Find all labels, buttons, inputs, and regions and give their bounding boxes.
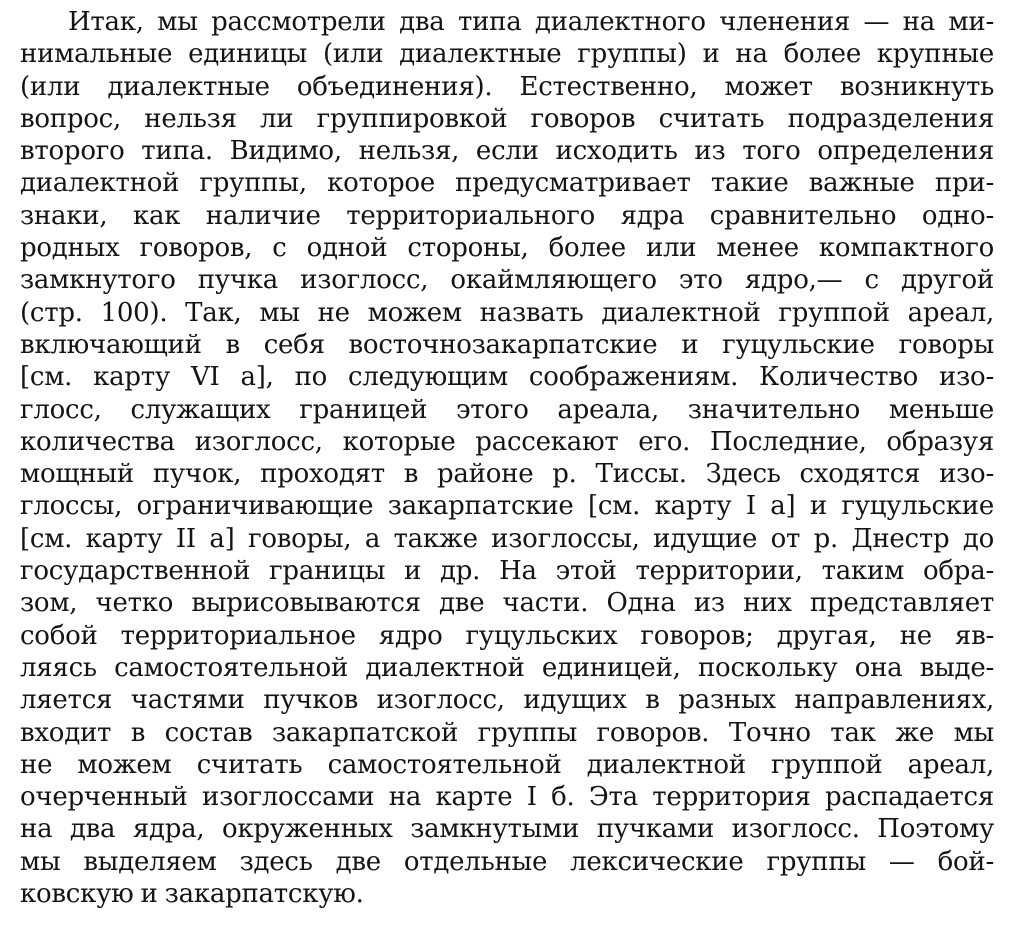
text-line: зом, четко вырисовываются две части. Одна из них представляет — [20, 588, 994, 619]
text-line: глоссы, ограничивающие закарпатские [см. карту I а] и гуцульские — [20, 491, 994, 522]
text-line: на два ядра, окруженных замкнутыми пучками изоглосс. Поэтому — [20, 814, 994, 845]
text-line: нимальные единицы (или диалектные группы) и на более крупные — [20, 39, 994, 70]
text-line: мы выделяем здесь две отдельные лексические группы — бой- — [20, 846, 994, 877]
text-line: не можем считать самостоятельной диалектной группой ареал, — [20, 749, 994, 780]
text-line: ляясь самостоятельной диалектной единицей, поскольку она выде- — [20, 652, 994, 683]
text-line: знаки, как наличие территориального ядра сравнительно одно- — [20, 200, 994, 231]
text-line: включающий в себя восточнозакарпатские и гуцульские говоры — [20, 329, 994, 360]
text-line: очерченный изоглоссами на карте I б. Эта территория распадается — [20, 782, 994, 813]
text-line: глосс, служащих границей этого ареала, значительно меньше — [20, 394, 994, 425]
text-line: ковскую и закарпатскую. — [20, 879, 364, 910]
text-line: мощный пучок, проходят в районе р. Тиссы. Здесь сходятся изо- — [20, 459, 994, 490]
text-line: ляется частями пучков изоглосс, идущих в разных направлениях, — [20, 685, 994, 716]
text-line: (или диалектные объединения). Естественно, может возникнуть — [20, 71, 994, 102]
text-line: второго типа. Видимо, нельзя, если исходить из того определения — [20, 136, 994, 167]
text-line: родных говоров, с одной стороны, более или менее компактного — [20, 233, 994, 264]
text-line: собой территориальное ядро гуцульских говоров; другая, не яв- — [20, 620, 994, 651]
text-line: входит в состав закарпатской группы говоров. Точно так же мы — [20, 717, 994, 748]
text-line: вопрос, нельзя ли группировкой говоров считать подразделения — [20, 103, 994, 134]
text-line: замкнутого пучка изоглосс, окаймляющего это ядро,— с другой — [20, 265, 994, 296]
text-line: количества изоглосс, которые рассекают его. Последние, образуя — [20, 426, 994, 457]
text-line: [см. карту VI а], по следующим соображениям. Количество изо- — [20, 362, 994, 393]
text-line: государственной границы и др. На этой территории, таким обра- — [20, 556, 994, 587]
text-line: [см. карту II а] говоры, а также изоглоссы, идущие от р. Днестр до — [20, 523, 994, 554]
paragraph — [20, 6, 994, 910]
text-line: диалектной группы, которое предусматривает такие важные при- — [20, 168, 994, 199]
text-line: (стр. 100). Так, мы не можем назвать диалектной группой ареал, — [20, 297, 994, 328]
text-line: Итак, мы рассмотрели два типа диалектного членения — на ми- — [68, 7, 994, 37]
